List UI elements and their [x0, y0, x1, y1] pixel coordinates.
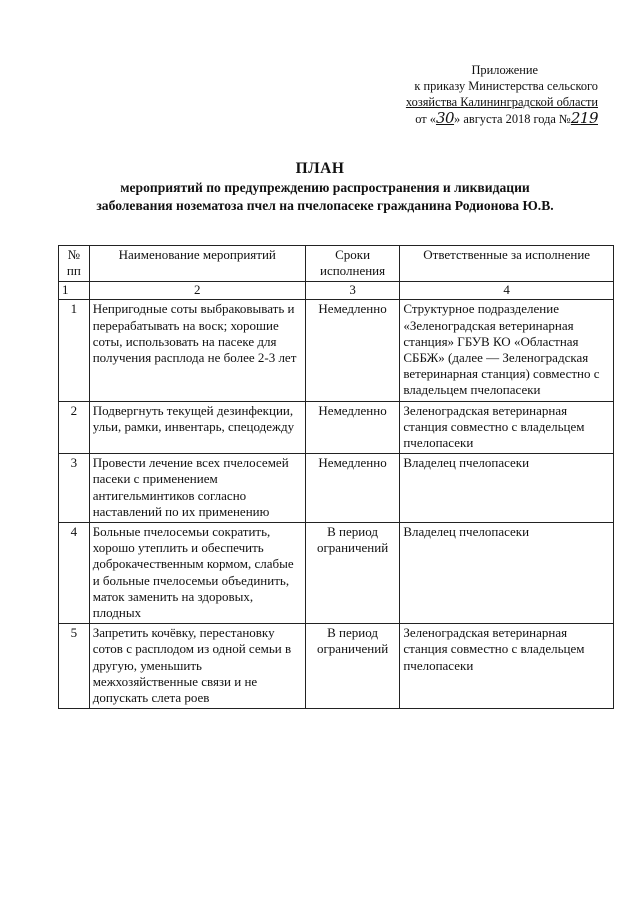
- appendix-order-line: к приказу Министерства сельского: [414, 79, 598, 93]
- document-title: ПЛАН: [295, 160, 345, 177]
- column-number-row: [59, 282, 614, 300]
- header-term: Сроки исполнения: [305, 246, 400, 282]
- row-responsible: Структурное подразделение «Зеленоградская ветеринарная станция» ГБУВ КО «Областная СББЖ» (далее — Зеленоградская ветеринарная станция) совместно с владельцем пчелопасеки: [400, 300, 614, 401]
- table-row: [59, 454, 614, 523]
- table-row: [59, 624, 614, 709]
- row-responsible: Владелец пчелопасеки: [400, 523, 614, 624]
- handwritten-order-number: 219: [570, 109, 598, 127]
- column-number: 1: [59, 282, 90, 300]
- row-action: Запретить кочёвку, перестановку сотов с расплодом из одной семьи в другую, уменьшить межхозяйственные связи и не допускать слета роев: [89, 624, 305, 709]
- row-term: Немедленно: [305, 401, 400, 454]
- row-term: Немедленно: [305, 300, 400, 401]
- appendix-date-line: [338, 110, 598, 127]
- plan-table: [58, 245, 614, 709]
- column-number: 4: [400, 282, 614, 300]
- table-row: [59, 523, 614, 624]
- table-row: [59, 401, 614, 454]
- subtitle-line-2: заболевания нозематоза пчел на пчелопасеке гражданина Родионова Ю.В.: [96, 198, 554, 213]
- document-subtitle: [40, 179, 610, 215]
- row-number: 2: [59, 401, 90, 454]
- date-middle: » августа 2018 года №: [454, 112, 571, 126]
- table-header-row: [59, 246, 614, 282]
- header-number: № пп: [59, 246, 90, 282]
- row-action: Подвергнуть текущей дезинфекции, ульи, рамки, инвентарь, спецодежду: [89, 401, 305, 454]
- handwritten-day: 30: [435, 109, 455, 127]
- column-number: 2: [89, 282, 305, 300]
- row-number: 3: [59, 454, 90, 523]
- appendix-block: [338, 62, 598, 127]
- row-responsible: Зеленоградская ветеринарная станция совместно с владельцем пчелопасеки: [400, 401, 614, 454]
- column-number: 3: [305, 282, 400, 300]
- subtitle-line-1: мероприятий по предупреждению распространения и ликвидации: [120, 180, 530, 195]
- row-number: 5: [59, 624, 90, 709]
- appendix-ministry-line: хозяйства Калининградской области: [405, 95, 598, 109]
- row-responsible: Зеленоградская ветеринарная станция совместно с владельцем пчелопасеки: [400, 624, 614, 709]
- appendix-title: Приложение: [471, 63, 538, 77]
- row-term: Немедленно: [305, 454, 400, 523]
- row-responsible: Владелец пчелопасеки: [400, 454, 614, 523]
- row-action: Провести лечение всех пчелосемей пасеки с применением антигельминтиков согласно наставлений по их применению: [89, 454, 305, 523]
- table-row: [59, 300, 614, 401]
- row-number: 4: [59, 523, 90, 624]
- row-term: В период ограничений: [305, 624, 400, 709]
- header-responsible: Ответственные за исполнение: [400, 246, 614, 282]
- row-action: Больные пчелосемьи сократить, хорошо утеплить и обеспечить доброкачественным кормом, слабые и больные пчелосемьи объединить, маток заменить на здоровых, плодных: [89, 523, 305, 624]
- date-prefix: от «: [415, 112, 436, 126]
- row-action: Непригодные соты выбраковывать и перерабатывать на воск; хорошие соты, использовать на пасеке для получения расплода не более 2-3 лет: [89, 300, 305, 401]
- header-action: Наименование мероприятий: [89, 246, 305, 282]
- row-term: В период ограничений: [305, 523, 400, 624]
- row-number: 1: [59, 300, 90, 401]
